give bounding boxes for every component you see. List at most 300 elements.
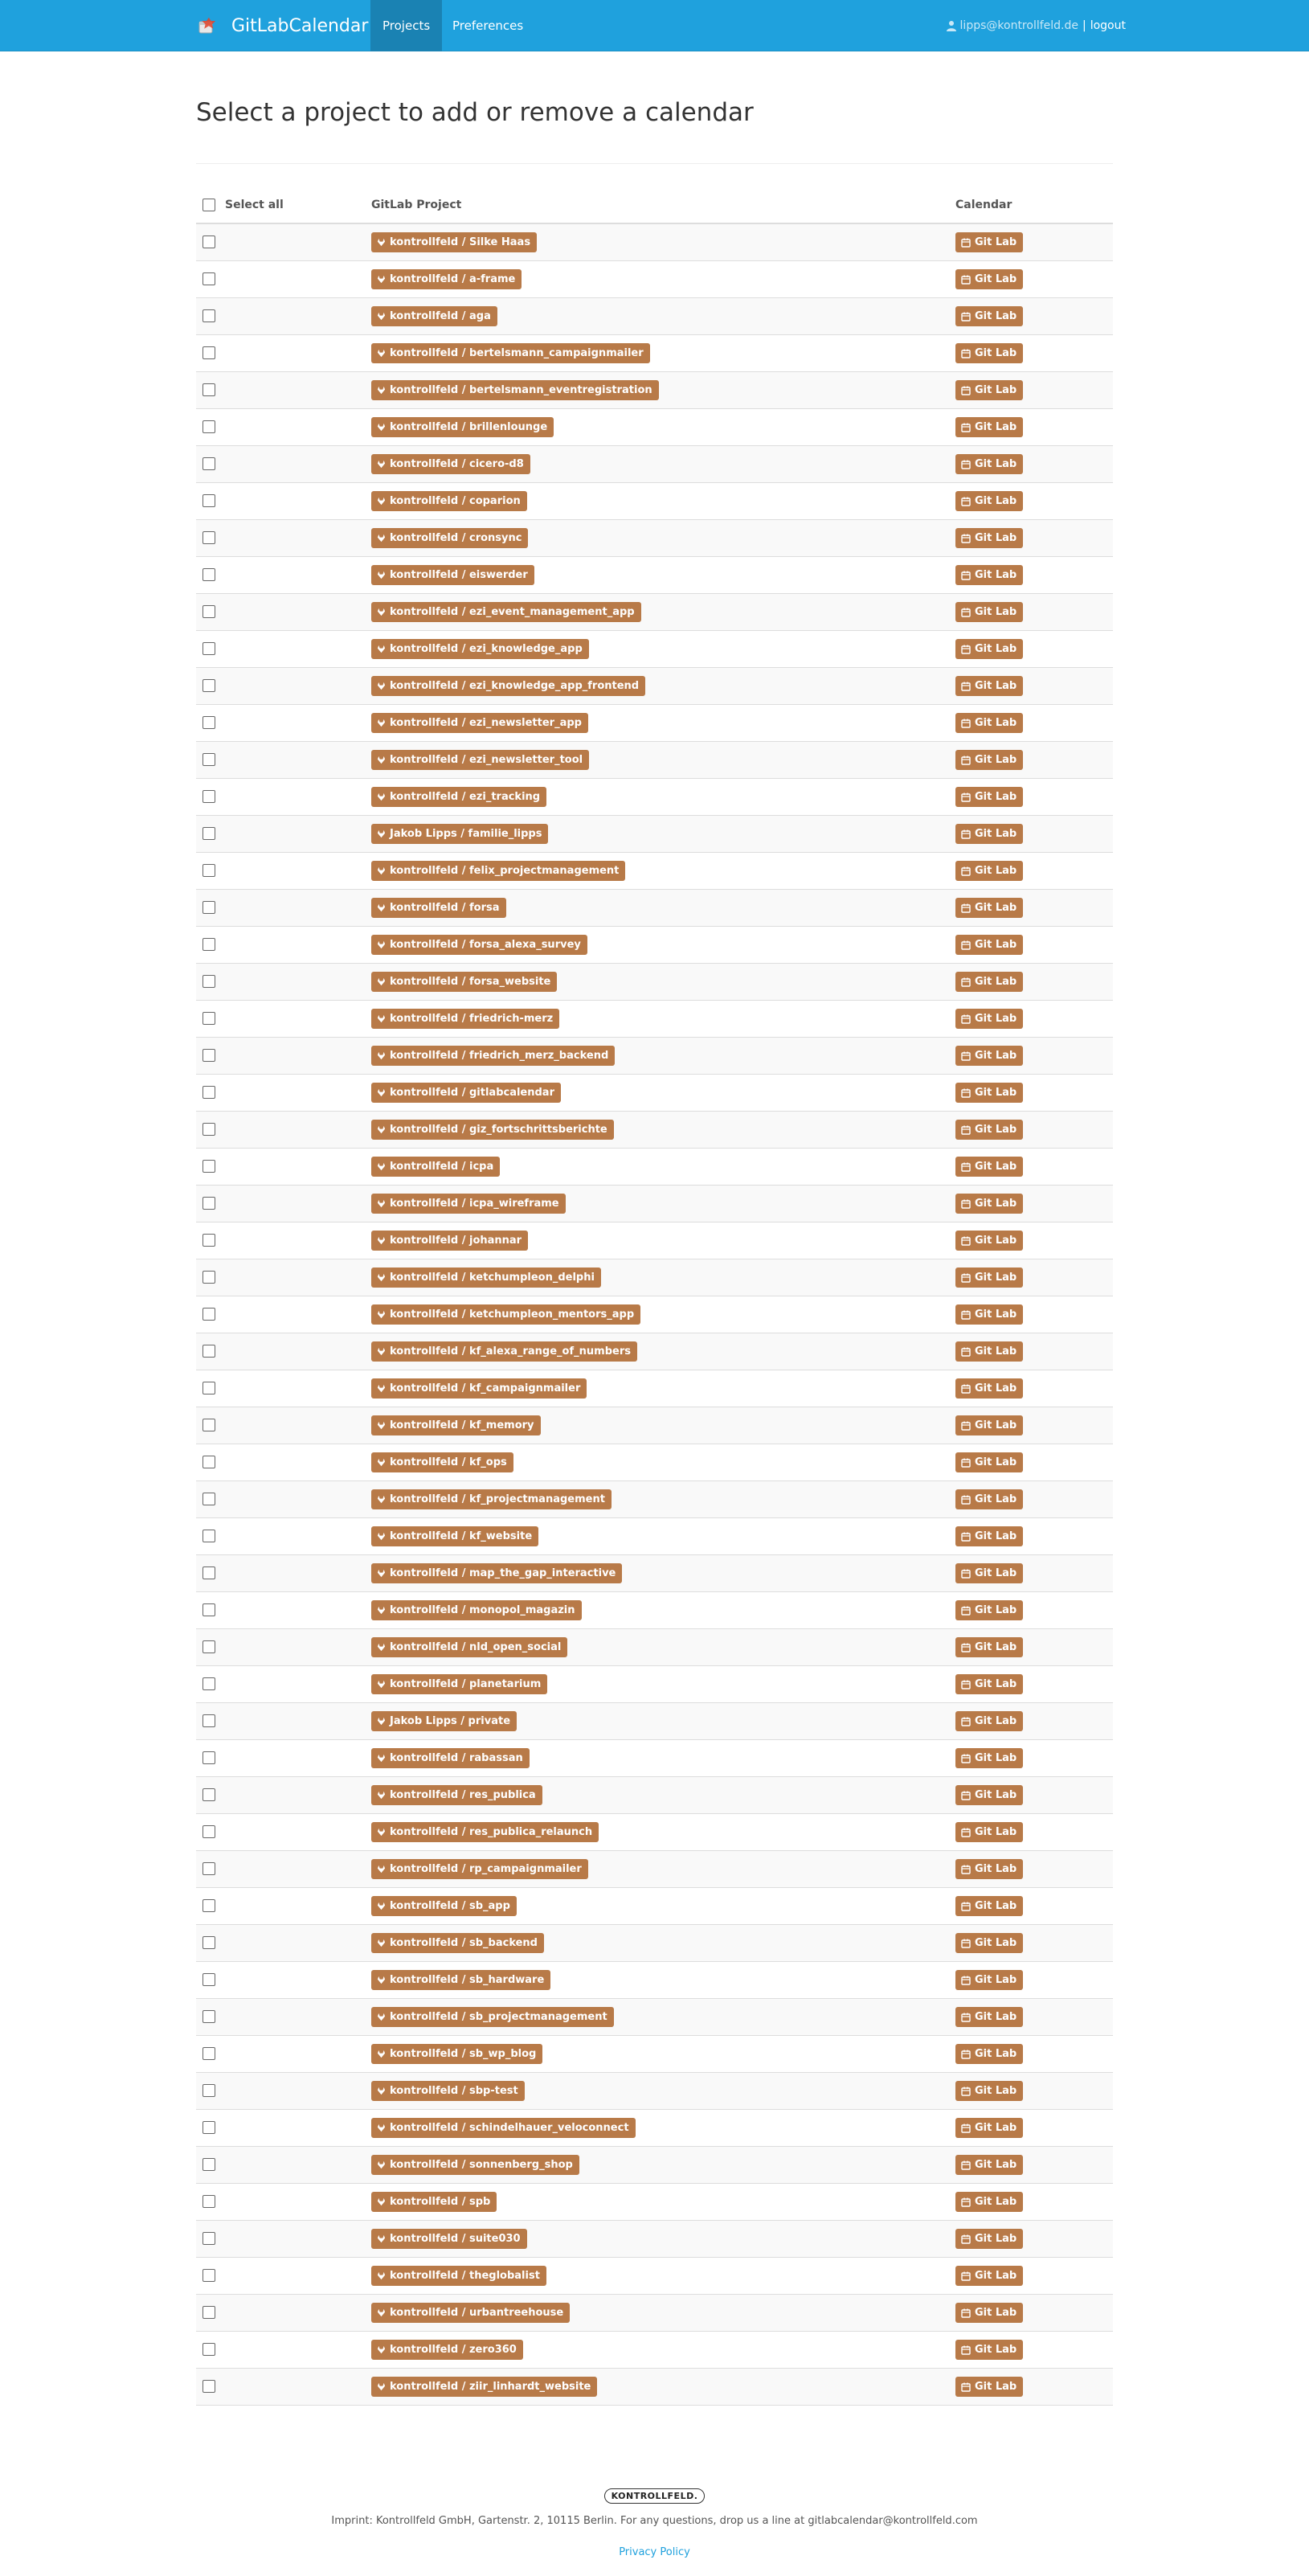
- calendar-icon: [961, 940, 971, 950]
- calendar-label[interactable]: [955, 2266, 1023, 2286]
- calendar-label[interactable]: [955, 2377, 1023, 2397]
- project-name: kontrollfeld / sb_app: [390, 1900, 510, 1912]
- calendar-label[interactable]: [955, 1711, 1023, 1731]
- project-label[interactable]: [371, 2044, 542, 2064]
- project-name: kontrollfeld / Silke Haas: [390, 236, 531, 248]
- project-name: kontrollfeld / forsa: [390, 902, 500, 914]
- calendar-label[interactable]: [955, 1083, 1023, 1103]
- calendar-label[interactable]: [955, 491, 1023, 511]
- calendar-label[interactable]: [955, 1785, 1023, 1805]
- project-label[interactable]: [371, 1600, 582, 1620]
- calendar-name: Git Lab: [975, 2344, 1017, 2356]
- project-label[interactable]: [371, 528, 528, 548]
- project-label[interactable]: [371, 306, 497, 326]
- calendar-label[interactable]: [955, 787, 1023, 807]
- calendar-icon: [961, 645, 971, 654]
- table-row: [196, 2258, 1113, 2295]
- project-checkbox[interactable]: [202, 901, 215, 914]
- project-label[interactable]: [371, 1341, 637, 1362]
- project-checkbox[interactable]: [202, 346, 215, 359]
- project-label[interactable]: [371, 1822, 599, 1842]
- gitlab-icon: [377, 460, 386, 469]
- calendar-name: Git Lab: [975, 717, 1017, 729]
- calendar-icon: [961, 2160, 971, 2170]
- project-name: kontrollfeld / sbp-test: [390, 2085, 518, 2097]
- project-checkbox[interactable]: [202, 2306, 215, 2319]
- project-label[interactable]: [371, 1009, 559, 1029]
- project-checkbox[interactable]: [202, 1419, 215, 1431]
- project-label[interactable]: [371, 861, 625, 881]
- calendar-label[interactable]: [955, 676, 1023, 696]
- table-row: [196, 1370, 1113, 1407]
- project-label[interactable]: [371, 1304, 640, 1325]
- nav-projects[interactable]: Projects: [370, 0, 442, 51]
- calendar-icon: [961, 1606, 971, 1616]
- table-row: [196, 520, 1113, 557]
- calendar-name: Git Lab: [975, 310, 1017, 322]
- project-checkbox[interactable]: [202, 679, 215, 692]
- calendar-name: Git Lab: [975, 495, 1017, 507]
- project-checkbox[interactable]: [202, 1862, 215, 1875]
- project-label[interactable]: [371, 1674, 547, 1694]
- calendar-label[interactable]: [955, 861, 1023, 881]
- project-label[interactable]: [371, 1933, 544, 1953]
- calendar-icon: [961, 977, 971, 987]
- calendar-icon: [961, 1865, 971, 1874]
- calendar-label[interactable]: [955, 1933, 1023, 1953]
- project-checkbox[interactable]: [202, 1493, 215, 1505]
- project-label[interactable]: [371, 565, 534, 585]
- project-label[interactable]: [371, 1268, 601, 1288]
- project-checkbox[interactable]: [202, 1086, 215, 1099]
- project-label[interactable]: [371, 824, 548, 844]
- project-label[interactable]: [371, 602, 641, 622]
- project-label[interactable]: [371, 1970, 550, 1990]
- calendar-label[interactable]: [955, 1822, 1023, 1842]
- table-row: [196, 557, 1113, 594]
- calendar-name: Git Lab: [975, 2159, 1017, 2171]
- project-checkbox[interactable]: [202, 272, 215, 285]
- project-name: kontrollfeld / friedrich-merz: [390, 1013, 554, 1025]
- project-label[interactable]: [371, 2118, 636, 2138]
- project-label[interactable]: [371, 269, 522, 289]
- project-checkbox[interactable]: [202, 790, 215, 803]
- calendar-icon: [961, 275, 971, 285]
- table-row: [196, 224, 1113, 261]
- calendar-label[interactable]: [955, 1526, 1023, 1546]
- project-checkbox[interactable]: [202, 2269, 215, 2282]
- project-label[interactable]: [371, 454, 530, 474]
- calendar-label[interactable]: [955, 1231, 1023, 1251]
- project-checkbox[interactable]: [202, 494, 215, 507]
- calendar-label[interactable]: [955, 2303, 1023, 2323]
- gitlab-icon: [377, 682, 386, 690]
- calendar-label[interactable]: [955, 232, 1023, 252]
- calendar-label[interactable]: [955, 380, 1023, 400]
- project-checkbox[interactable]: [202, 1751, 215, 1764]
- calendar-icon: [961, 1199, 971, 1209]
- calendar-name: Git Lab: [975, 1456, 1017, 1468]
- calendar-name: Git Lab: [975, 1678, 1017, 1690]
- brand[interactable]: [196, 0, 368, 51]
- user-email[interactable]: lipps@kontrollfeld.de: [959, 19, 1078, 32]
- user-icon: [946, 20, 957, 31]
- gitlab-icon: [377, 571, 386, 579]
- project-name: kontrollfeld / johannar: [390, 1235, 522, 1247]
- project-label[interactable]: [371, 1489, 612, 1509]
- project-checkbox[interactable]: [202, 1012, 215, 1025]
- project-name: kontrollfeld / sonnenberg_shop: [390, 2159, 573, 2171]
- calendar-icon: [961, 2382, 971, 2392]
- table-row: [196, 1112, 1113, 1149]
- project-name: kontrollfeld / rabassan: [390, 1752, 523, 1764]
- table-row: [196, 1444, 1113, 1481]
- calendar-name: Git Lab: [975, 791, 1017, 803]
- calendar-label[interactable]: [955, 750, 1023, 770]
- project-checkbox[interactable]: [202, 2084, 215, 2097]
- project-checkbox[interactable]: [202, 1899, 215, 1912]
- project-label[interactable]: [371, 639, 589, 659]
- project-label[interactable]: [371, 1711, 517, 1731]
- project-checkbox[interactable]: [202, 1382, 215, 1394]
- select-all-label: Select all: [225, 199, 284, 211]
- table-row: [196, 705, 1113, 742]
- project-checkbox[interactable]: [202, 1825, 215, 1838]
- project-label[interactable]: [371, 232, 537, 252]
- project-name: kontrollfeld / kf_projectmanagement: [390, 1493, 605, 1505]
- project-checkbox[interactable]: [202, 235, 215, 248]
- project-checkbox[interactable]: [202, 864, 215, 877]
- project-checkbox[interactable]: [202, 605, 215, 618]
- project-label[interactable]: [371, 417, 554, 437]
- project-name: kontrollfeld / sb_projectmanagement: [390, 2011, 607, 2023]
- project-checkbox[interactable]: [202, 827, 215, 840]
- table-row: [196, 1999, 1113, 2036]
- project-checkbox[interactable]: [202, 420, 215, 433]
- table-row: [196, 1296, 1113, 1333]
- project-checkbox[interactable]: [202, 1714, 215, 1727]
- gitlab-icon: [377, 1310, 386, 1319]
- project-label[interactable]: [371, 713, 588, 733]
- project-label[interactable]: [371, 1046, 615, 1066]
- table-row: [196, 2295, 1113, 2332]
- gitlab-icon: [377, 903, 386, 912]
- table-row: [196, 1001, 1113, 1038]
- calendar-label[interactable]: [955, 2081, 1023, 2101]
- calendar-icon: [961, 2123, 971, 2133]
- project-label[interactable]: [371, 2377, 597, 2397]
- calendar-icon: [961, 497, 971, 506]
- privacy-policy-link[interactable]: Privacy Policy: [619, 2546, 690, 2558]
- gitlab-icon: [377, 1569, 386, 1578]
- project-checkbox[interactable]: [202, 2195, 215, 2208]
- calendar-icon: [961, 238, 971, 248]
- project-label[interactable]: [371, 1083, 561, 1103]
- calendar-icon: [961, 1643, 971, 1652]
- project-name: kontrollfeld / ezi_knowledge_app_frontend: [390, 680, 640, 692]
- calendar-label[interactable]: [955, 417, 1023, 437]
- project-checkbox[interactable]: [202, 716, 215, 729]
- calendar-label[interactable]: [955, 1194, 1023, 1214]
- project-name: kontrollfeld / sb_backend: [390, 1937, 538, 1949]
- project-name: kontrollfeld / coparion: [390, 495, 521, 507]
- calendar-label[interactable]: [955, 1268, 1023, 1288]
- calendar-label[interactable]: [955, 2155, 1023, 2175]
- table-row: [196, 1038, 1113, 1075]
- select-all-checkbox[interactable]: [202, 199, 215, 211]
- calendar-label[interactable]: [955, 1452, 1023, 1472]
- calendar-name: Git Lab: [975, 1272, 1017, 1284]
- gitlab-icon: [377, 1495, 386, 1504]
- calendar-name: Git Lab: [975, 1308, 1017, 1321]
- calendar-icon: [961, 1014, 971, 1024]
- calendar-label[interactable]: [955, 1046, 1023, 1066]
- project-label[interactable]: [371, 1120, 614, 1140]
- calendar-name: Git Lab: [975, 1235, 1017, 1247]
- calendar-label[interactable]: [955, 1970, 1023, 1990]
- project-checkbox[interactable]: [202, 1973, 215, 1986]
- project-name: kontrollfeld / ezi_tracking: [390, 791, 541, 803]
- project-checkbox[interactable]: [202, 568, 215, 581]
- project-name: kontrollfeld / spb: [390, 2196, 491, 2208]
- project-label[interactable]: [371, 2340, 523, 2360]
- calendar-label[interactable]: [955, 1637, 1023, 1657]
- project-name: kontrollfeld / urbantreehouse: [390, 2307, 564, 2319]
- calendar-icon: [961, 2234, 971, 2244]
- project-checkbox[interactable]: [202, 2232, 215, 2245]
- calendar-label[interactable]: [955, 1896, 1023, 1916]
- project-checkbox[interactable]: [202, 1345, 215, 1358]
- calendar-icon: [961, 1569, 971, 1579]
- project-name: kontrollfeld / gitlabcalendar: [390, 1087, 554, 1099]
- calendar-label[interactable]: [955, 1489, 1023, 1509]
- calendar-label[interactable]: [955, 602, 1023, 622]
- kontrollfeld-logo[interactable]: KONTROLLFELD.: [604, 2488, 706, 2504]
- project-checkbox[interactable]: [202, 1640, 215, 1653]
- project-checkbox[interactable]: [202, 1566, 215, 1579]
- project-name: kontrollfeld / felix_projectmanagement: [390, 865, 620, 877]
- table-row: [196, 1075, 1113, 1112]
- project-label[interactable]: [371, 972, 557, 992]
- calendar-icon: [961, 1902, 971, 1911]
- calendar-label[interactable]: [955, 1341, 1023, 1362]
- table-row: [196, 1777, 1113, 1814]
- calendar-name: Git Lab: [975, 754, 1017, 766]
- calendar-label[interactable]: [955, 2044, 1023, 2064]
- project-checkbox[interactable]: [202, 1049, 215, 1062]
- calendar-label[interactable]: [955, 1120, 1023, 1140]
- footer: [0, 2487, 1309, 2558]
- gitlab-icon: [377, 2382, 386, 2391]
- calendar-icon: [961, 608, 971, 617]
- calendar-name: Git Lab: [975, 384, 1017, 396]
- project-label[interactable]: [371, 2192, 497, 2212]
- calendar-label[interactable]: [955, 898, 1023, 918]
- calendar-label[interactable]: [955, 1009, 1023, 1029]
- calendar-label[interactable]: [955, 528, 1023, 548]
- calendar-label[interactable]: [955, 639, 1023, 659]
- project-checkbox[interactable]: [202, 1234, 215, 1247]
- project-name: kontrollfeld / res_publica: [390, 1789, 536, 1801]
- project-checkbox[interactable]: [202, 1788, 215, 1801]
- project-label[interactable]: [371, 1748, 530, 1768]
- calendar-label[interactable]: [955, 972, 1023, 992]
- calendar-name: Git Lab: [975, 532, 1017, 544]
- project-label[interactable]: [371, 2303, 570, 2323]
- calendar-label[interactable]: [955, 2229, 1023, 2249]
- project-checkbox[interactable]: [202, 938, 215, 951]
- calendar-name: Git Lab: [975, 2048, 1017, 2060]
- project-label[interactable]: [371, 1785, 542, 1805]
- project-name: kontrollfeld / kf_alexa_range_of_numbers: [390, 1345, 631, 1358]
- calendar-label[interactable]: [955, 2007, 1023, 2027]
- table-row: [196, 1149, 1113, 1186]
- table-row: [196, 927, 1113, 964]
- project-label[interactable]: [371, 1231, 528, 1251]
- project-label[interactable]: [371, 1157, 500, 1177]
- project-label[interactable]: [371, 2081, 525, 2101]
- project-checkbox[interactable]: [202, 642, 215, 655]
- project-label[interactable]: [371, 2229, 527, 2249]
- calendar-label[interactable]: [955, 824, 1023, 844]
- calendar-label[interactable]: [955, 713, 1023, 733]
- project-checkbox[interactable]: [202, 1123, 215, 1136]
- project-checkbox[interactable]: [202, 2121, 215, 2134]
- gitlab-icon: [377, 1273, 386, 1282]
- project-name: kontrollfeld / kf_website: [390, 1530, 533, 1542]
- project-checkbox[interactable]: [202, 1197, 215, 1210]
- calendar-label[interactable]: [955, 1304, 1023, 1325]
- project-checkbox[interactable]: [202, 1530, 215, 1542]
- project-label[interactable]: [371, 1194, 566, 1214]
- project-label[interactable]: [371, 343, 650, 363]
- table-row: [196, 668, 1113, 705]
- calendar-label[interactable]: [955, 935, 1023, 955]
- project-checkbox[interactable]: [202, 2158, 215, 2171]
- calendar-label[interactable]: [955, 1859, 1023, 1879]
- project-checkbox[interactable]: [202, 975, 215, 988]
- calendar-name: Git Lab: [975, 828, 1017, 840]
- gitlab-icon: [377, 608, 386, 616]
- project-name: kontrollfeld / ezi_knowledge_app: [390, 643, 583, 655]
- project-label[interactable]: [371, 2266, 546, 2286]
- calendar-icon: [961, 2197, 971, 2207]
- project-checkbox[interactable]: [202, 1308, 215, 1321]
- project-label[interactable]: [371, 1637, 567, 1657]
- calendar-icon: [961, 386, 971, 395]
- project-label[interactable]: [371, 1859, 588, 1879]
- calendar-label[interactable]: [955, 1563, 1023, 1583]
- calendar-name: Git Lab: [975, 273, 1017, 285]
- table-header: [196, 187, 1113, 224]
- project-checkbox[interactable]: [202, 1271, 215, 1284]
- calendar-label[interactable]: [955, 343, 1023, 363]
- calendar-label[interactable]: [955, 1674, 1023, 1694]
- project-label[interactable]: [371, 1378, 587, 1399]
- project-checkbox[interactable]: [202, 2380, 215, 2393]
- select-all[interactable]: [202, 187, 284, 223]
- column-header-project: GitLab Project: [371, 199, 462, 211]
- logout-link[interactable]: logout: [1090, 19, 1126, 32]
- calendar-name: Git Lab: [975, 680, 1017, 692]
- table-row: [196, 298, 1113, 335]
- calendar-label[interactable]: [955, 1157, 1023, 1177]
- project-checkbox[interactable]: [202, 309, 215, 322]
- project-checkbox[interactable]: [202, 753, 215, 766]
- table-row: [196, 372, 1113, 409]
- project-checkbox[interactable]: [202, 457, 215, 470]
- project-label[interactable]: [371, 898, 506, 918]
- calendar-label[interactable]: [955, 565, 1023, 585]
- calendar-icon: [961, 1495, 971, 1505]
- project-label[interactable]: [371, 2007, 614, 2027]
- project-label[interactable]: [371, 676, 645, 696]
- project-label[interactable]: [371, 1526, 538, 1546]
- project-checkbox[interactable]: [202, 1456, 215, 1468]
- project-name: kontrollfeld / brillenlounge: [390, 421, 548, 433]
- project-label[interactable]: [371, 1452, 513, 1472]
- calendar-label[interactable]: [955, 2340, 1023, 2360]
- calendar-icon: [961, 1458, 971, 1468]
- table-row: [196, 631, 1113, 668]
- project-name: kontrollfeld / theglobalist: [390, 2270, 540, 2282]
- project-checkbox[interactable]: [202, 2010, 215, 2023]
- project-name: kontrollfeld / kf_ops: [390, 1456, 507, 1468]
- project-label[interactable]: [371, 935, 587, 955]
- nav-preferences[interactable]: Preferences: [452, 18, 524, 33]
- project-label[interactable]: [371, 380, 659, 400]
- project-label[interactable]: [371, 1415, 541, 1435]
- project-label[interactable]: [371, 787, 546, 807]
- calendar-label[interactable]: [955, 306, 1023, 326]
- calendar-label[interactable]: [955, 1748, 1023, 1768]
- project-label[interactable]: [371, 1896, 517, 1916]
- table-row: [196, 1222, 1113, 1259]
- project-name: kontrollfeld / ezi_event_management_app: [390, 606, 635, 618]
- calendar-name: Git Lab: [975, 902, 1017, 914]
- project-checkbox[interactable]: [202, 531, 215, 544]
- project-checkbox[interactable]: [202, 1936, 215, 1949]
- project-label[interactable]: [371, 491, 527, 511]
- calendar-icon: [961, 1162, 971, 1172]
- calendar-label[interactable]: [955, 1378, 1023, 1399]
- project-checkbox[interactable]: [202, 2343, 215, 2356]
- gitlab-icon: [377, 497, 386, 506]
- gitlab-icon: [377, 792, 386, 801]
- table-row: [196, 1703, 1113, 1740]
- calendar-label[interactable]: [955, 454, 1023, 474]
- project-checkbox[interactable]: [202, 1160, 215, 1173]
- project-label[interactable]: [371, 750, 589, 770]
- project-name: kontrollfeld / forsa_website: [390, 976, 551, 988]
- table-row: [196, 1814, 1113, 1851]
- calendar-label[interactable]: [955, 1600, 1023, 1620]
- project-name: kontrollfeld / eiswerder: [390, 569, 528, 581]
- project-checkbox[interactable]: [202, 383, 215, 396]
- calendar-label[interactable]: [955, 269, 1023, 289]
- calendar-icon: [961, 1421, 971, 1431]
- calendar-label[interactable]: [955, 1415, 1023, 1435]
- calendar-label[interactable]: [955, 2118, 1023, 2138]
- table-row: [196, 1925, 1113, 1962]
- project-checkbox[interactable]: [202, 1603, 215, 1616]
- project-checkbox[interactable]: [202, 1677, 215, 1690]
- gitlab-icon: [377, 534, 386, 543]
- project-label[interactable]: [371, 2155, 579, 2175]
- calendar-label[interactable]: [955, 2192, 1023, 2212]
- project-label[interactable]: [371, 1563, 622, 1583]
- project-checkbox[interactable]: [202, 2047, 215, 2060]
